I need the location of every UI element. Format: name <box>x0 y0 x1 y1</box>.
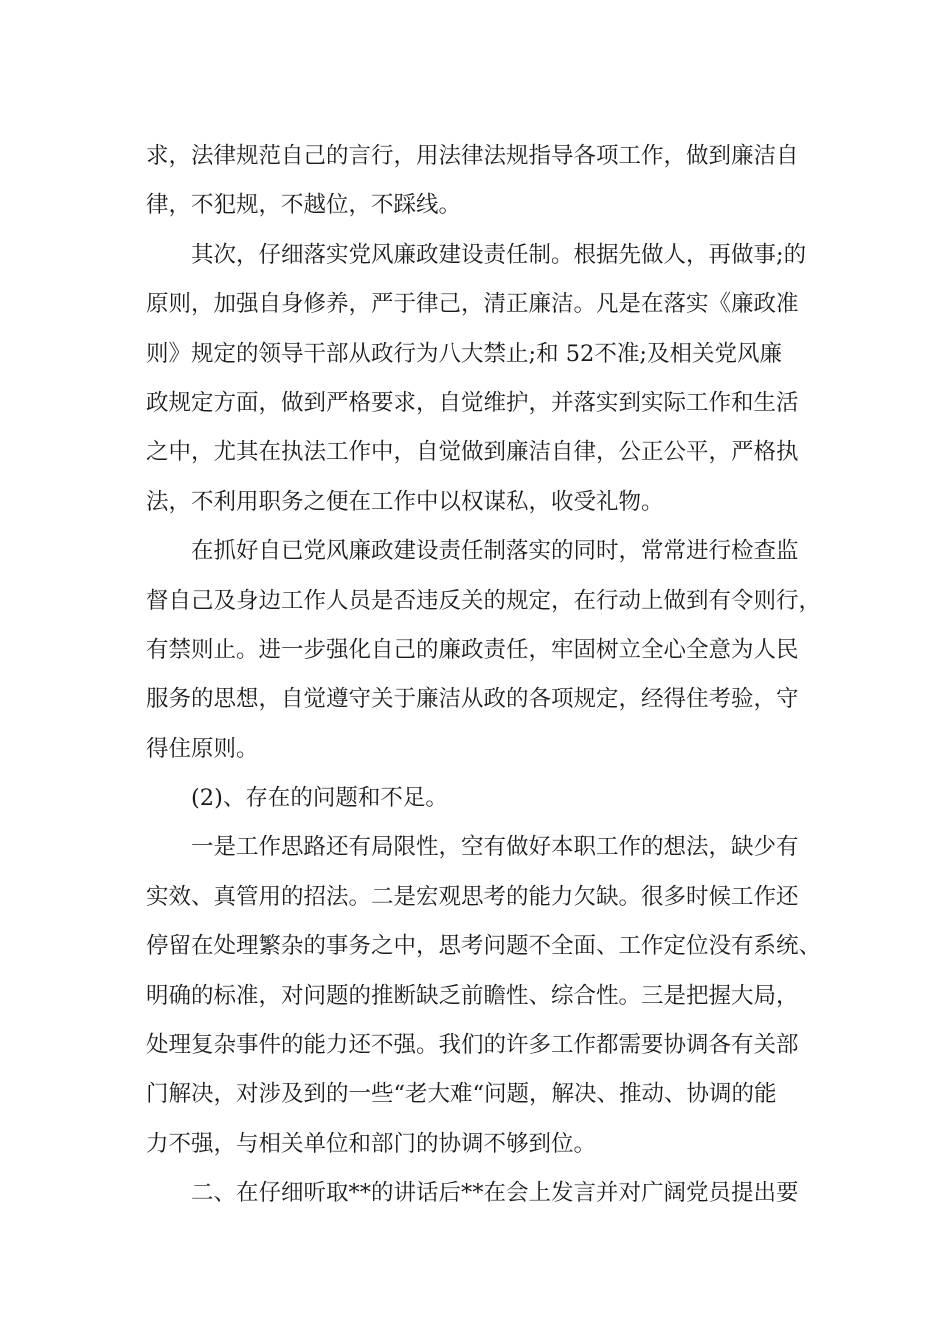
text-line: 处理复杂事件的能力还不强。我们的许多工作都需要协调各有关部 <box>146 1032 799 1059</box>
text-line: 一是工作思路还有局限性，空有做好本职工作的想法，缺少有 <box>146 834 799 861</box>
text-line: 在抓好自已党风廉政建设责任制落实的同时，常常进行检查监 <box>146 538 799 565</box>
text-line: 律，不犯规，不越位，不踩线。 <box>146 192 462 219</box>
text-line: 督自己及身边工作人员是否违反关的规定，在行动上做到有令则行， <box>146 587 822 614</box>
text-line: 原则，加强自身修养，严于律己，清正廉洁。凡是在落实《廉政准 <box>146 291 799 318</box>
text-line: 停留在处理繁杂的事务之中，思考问题不全面、工作定位没有系统、 <box>146 933 822 960</box>
text-line: 实效、真管用的招法。二是宏观思考的能力欠缺。很多时候工作还 <box>146 883 799 910</box>
text-line: 法，不利用职务之便在工作中以权谋私，收受礼物。 <box>146 488 664 515</box>
text-line: 服务的思想，自觉遵守关于廉洁从政的各项规定，经得住考验，守 <box>146 686 799 713</box>
text-line: 之中，尤其在执法工作中，自觉做到廉洁自律，公正公平，严格执 <box>146 439 799 466</box>
section-heading: (2)、存在的问题和不足。 <box>146 785 448 812</box>
text-line: 门解决，对涉及到的一些“老大难“问题，解决、推动、协调的能 <box>146 1081 777 1108</box>
text-line: 其次，仔细落实党风廉政建设责任制。根据先做人，再做事;的 <box>146 241 807 268</box>
text-line: 明确的标准，对问题的推断缺乏前瞻性、综合性。三是把握大局， <box>146 982 799 1009</box>
text-line: 求，法律规范自己的言行，用法律法规指导各项工作，做到廉洁自 <box>146 143 799 169</box>
text-line: 得住原则。 <box>146 735 259 762</box>
text-line: 力不强，与相关单位和部门的协调不够到位。 <box>146 1130 597 1157</box>
document-body <box>146 132 826 1219</box>
text-line: 政规定方面，做到严格要求，自觉维护，并落实到实际工作和生活 <box>146 389 799 416</box>
text-line: 有禁则止。进一步强化自己的廉政责任，牢固树立全心全意为人民 <box>146 636 799 663</box>
text-line: 二、在仔细听取**的讲话后**在会上发言并对广阔党员提出要 <box>146 1180 799 1207</box>
text-line: 则》规定的领导干部从政行为八大禁止;和 52不准;及相关党风廉 <box>146 340 782 367</box>
